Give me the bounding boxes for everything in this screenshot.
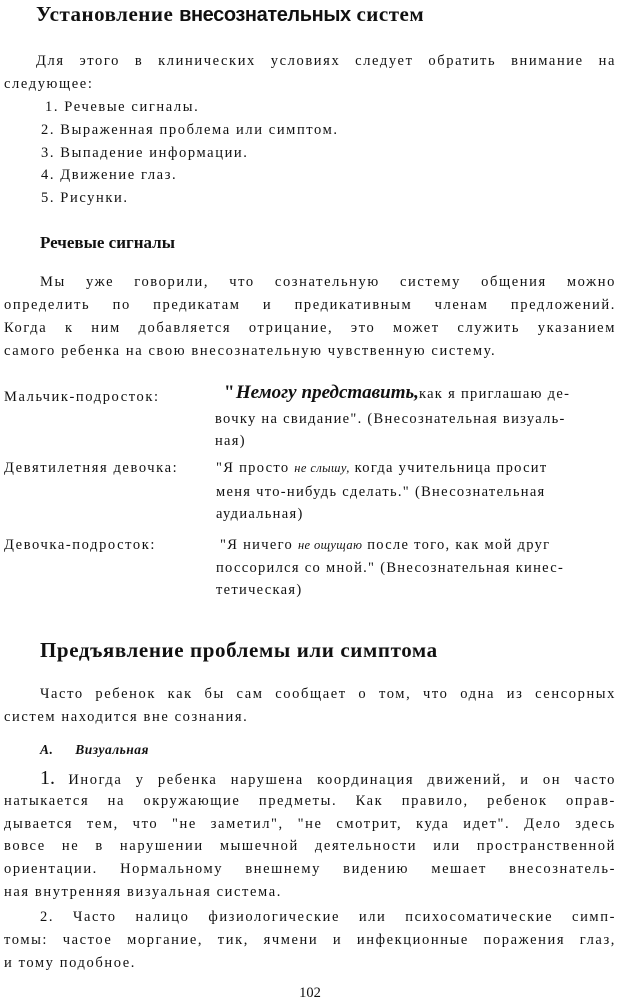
para2-line-1: Часто ребенок как бы сам сообщает о том, что одна из сенсорных [40,686,616,702]
example-label-boy: Мальчик-подросток: [4,389,160,405]
item2-line-2: томы: частое моргание, тик, ячмени и инфекционные поражения глаз, [4,932,616,948]
page-number: 102 [299,985,321,1001]
para1-line-4: самого ребенка на свою внесознательную чувственную систему. [4,343,497,359]
emph-cannot: Немогу [235,382,297,403]
example-text-boy-line-3: ная) [215,433,246,449]
item1-number: 1. [40,767,55,789]
item2-line-3: и тому подобное. [4,955,136,971]
intro-line-2: следующее: [4,76,94,92]
heading-part-2: внесознательных [179,4,351,26]
example-text-teen-girl-line-3: тетическая) [216,582,303,598]
para2-line-2: систем находится вне сознания. [4,709,249,725]
example-label-teen-girl: Девочка-подросток: [4,537,157,553]
item1-line-1 [4,767,616,790]
para1-line-2: определить по предикатам и предикативным членам предложений. [4,297,616,313]
emph-not-hear: не слышу, [294,461,350,475]
intro-line-1: Для этого в клинических условиях следует обратить внимание на [36,53,616,69]
example-text-teen-girl-line-1 [220,537,550,554]
list-item-3: 3. Выпадение информации. [41,145,249,161]
example-post: когда учительница просит [349,460,548,476]
subheading-letter: А. [40,742,54,757]
item1-line-6: ная внутренняя визуальная система. [4,884,282,900]
list-item-5: 5. Рисунки. [41,190,129,206]
heading-speech-signals: Речевые сигналы [40,233,175,252]
emph-not-feel: не ощущаю [297,538,363,552]
list-item-2: 2. Выраженная проблема или симптом. [41,122,339,138]
example-rest: как я приглашаю де- [418,386,571,402]
example-text-teen-girl-line-2: поссорился со мной." (Внесознательная кинес- [216,560,565,576]
heading-establishing-systems [36,2,424,27]
example-text-boy-line-1 [224,382,570,404]
heading-problem-presentation: Предъявление проблемы или симптома [40,638,438,662]
para1-line-3: Когда к ним добавляется отрицание, это может служить указанием [4,320,616,336]
item1-line-4: вовсе не в нарушении мышечной деятельности или пространственной [4,838,616,854]
para1-line-1: Мы уже говорили, что сознательную систему общения можно [40,274,616,290]
subheading-visual [40,742,149,758]
example-text-girl-nine-line-1 [216,460,548,477]
list-item-4: 4. Движение глаз. [41,167,178,183]
item2-line-1: 2. Часто налицо физиологические или психосоматические симп- [40,909,616,925]
example-post: после того, как мой друг [362,537,551,553]
item1-first-line: Иногда у ребенка нарушена координация движений, и он часто [68,772,616,788]
example-text-girl-nine-line-3: аудиальная) [216,506,304,522]
example-pre: "Я просто [216,460,295,476]
list-item-1: 1. Речевые сигналы. [45,99,200,115]
example-text-girl-nine-line-2: меня что-нибудь сделать." (Внесознательная [216,484,546,500]
subheading-title: Визуальная [75,742,149,757]
heading-part-3: систем [356,2,425,26]
example-pre: "Я ничего [220,537,298,553]
item1-line-2: натыкается на окружающие предметы. Как правило, ребенок оправ- [4,793,616,809]
item1-line-3: дывается тем, что "не заметил", "не смотрит, куда идет". Дело здесь [4,816,616,832]
example-text-boy-line-2: вочку на свидание". (Внесознательная визуаль- [215,411,566,427]
open-quote: " [224,382,236,403]
example-label-girl-nine: Девятилетняя девочка: [4,460,179,476]
emph-imagine: представить, [301,382,419,403]
item1-line-5: ориентации. Нормальному внешнему видению мешает внесознатель- [4,861,616,877]
heading-part-1: Установление [36,2,174,26]
